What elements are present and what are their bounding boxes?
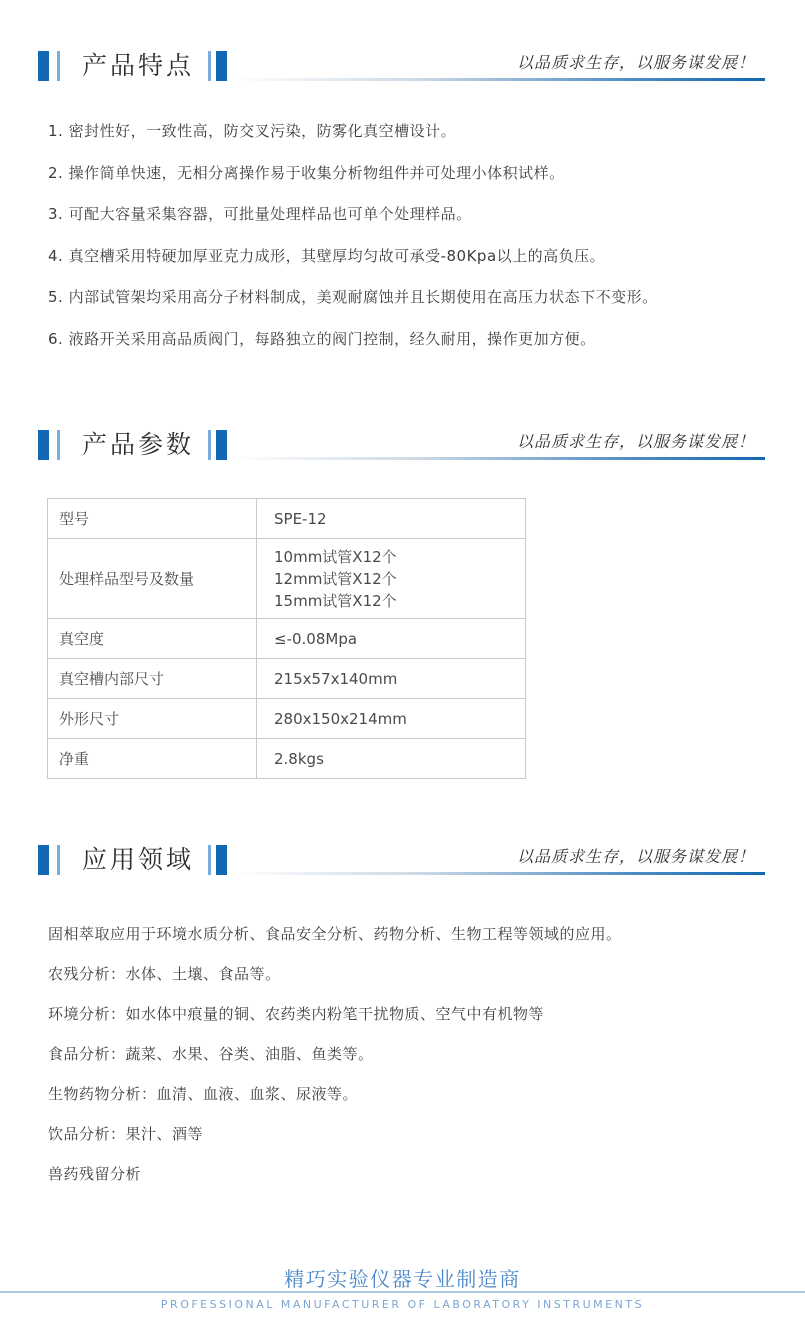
parameter-table	[47, 498, 526, 779]
accent-bar-thick-right	[216, 51, 227, 81]
param-value: 2.8kgs	[257, 739, 526, 779]
param-label: 处理样品型号及数量	[48, 539, 257, 619]
application-item: 生物药物分析：血清、血液、血浆、尿液等。	[48, 1085, 359, 1103]
application-item: 兽药残留分析	[48, 1165, 142, 1183]
company-slogan: 以品质求生存，以服务谋发展！	[516, 847, 755, 866]
application-list	[48, 926, 766, 1206]
feature-item: 2. 操作简单快速，无相分离操作易于收集分析物组件并可处理小体积试样。	[48, 163, 565, 182]
table-row	[48, 739, 526, 779]
param-label: 外形尺寸	[48, 699, 257, 739]
application-item: 饮品分析：果汁、酒等	[48, 1125, 204, 1143]
footer-manufacturer-title: 精巧实验仪器专业制造商	[284, 1267, 521, 1291]
feature-list	[48, 123, 763, 372]
param-value-line: 12mm试管X12个	[274, 569, 397, 588]
accent-bar-thin-left	[57, 51, 60, 81]
section-header-rule-area	[227, 51, 765, 81]
table-row	[48, 699, 526, 739]
section-header-applications	[38, 845, 765, 875]
table-row	[48, 659, 526, 699]
company-slogan: 以品质求生存，以服务谋发展！	[516, 53, 755, 72]
company-slogan: 以品质求生存，以服务谋发展！	[516, 432, 755, 451]
accent-bar-gap	[49, 51, 57, 81]
param-value: 280x150x214mm	[257, 699, 526, 739]
param-value	[257, 539, 526, 619]
accent-bar-thin-left	[57, 430, 60, 460]
table-row	[48, 619, 526, 659]
section-header-rule-area	[227, 845, 765, 875]
section-header-rule-area	[227, 430, 765, 460]
gradient-divider-line	[231, 78, 765, 81]
feature-item: 5. 内部试管架均采用高分子材料制成，美观耐腐蚀并且长期使用在高压力状态下不变形。	[48, 288, 658, 306]
application-item: 环境分析：如水体中痕量的铜、农药类内粉笔干扰物质、空气中有机物等	[48, 1005, 545, 1023]
accent-bar-gap	[49, 845, 57, 875]
accent-bar-thick-left	[38, 51, 49, 81]
param-value: SPE-12	[257, 499, 526, 539]
footer-divider-line	[0, 1291, 805, 1293]
section-header-parameters	[38, 430, 765, 460]
section-header-features	[38, 51, 765, 81]
feature-item: 3. 可配大容量采集容器，可批量处理样品也可单个处理样品。	[48, 205, 472, 223]
footer-manufacturer-subtitle: PROFESSIONAL MANUFACTURER OF LABORATORY INSTRUMENTS	[160, 1298, 645, 1311]
param-value-line: 10mm试管X12个	[274, 547, 397, 566]
table-row	[48, 499, 526, 539]
application-item: 农残分析：水体、土壤、食品等。	[48, 965, 281, 983]
gradient-divider-line	[231, 457, 765, 460]
param-value: 215x57x140mm	[257, 659, 526, 699]
accent-bar-thick-left	[38, 845, 49, 875]
accent-bar-thick-right	[216, 430, 227, 460]
param-label: 型号	[48, 499, 257, 539]
accent-bar-thick-right	[216, 845, 227, 875]
gradient-divider-line	[231, 872, 765, 875]
param-label: 净重	[48, 739, 257, 779]
section-title-features: 产品特点	[82, 51, 195, 80]
param-label: 真空度	[48, 619, 257, 659]
feature-item: 6. 液路开关采用高品质阀门，每路独立的阀门控制，经久耐用，操作更加方便。	[48, 329, 596, 348]
section-title-parameters: 产品参数	[82, 430, 195, 459]
application-item: 食品分析：蔬菜、水果、谷类、油脂、鱼类等。	[48, 1045, 374, 1063]
application-item: 固相萃取应用于环境水质分析、食品安全分析、药物分析、生物工程等领域的应用。	[48, 925, 622, 943]
param-value: ≤-0.08Mpa	[257, 619, 526, 659]
accent-bar-gap	[49, 430, 57, 460]
param-label: 真空槽内部尺寸	[48, 659, 257, 699]
accent-bar-thin-left	[57, 845, 60, 875]
table-row	[48, 539, 526, 619]
feature-item: 4. 真空槽采用特硬加厚亚克力成形，其壁厚均匀故可承受-80Kpa以上的高负压。	[48, 246, 606, 265]
feature-item: 1. 密封性好，一致性高，防交叉污染，防雾化真空槽设计。	[48, 122, 457, 140]
param-value-line: 15mm试管X12个	[274, 591, 397, 610]
section-title-applications: 应用领域	[82, 845, 195, 874]
accent-bar-thick-left	[38, 430, 49, 460]
